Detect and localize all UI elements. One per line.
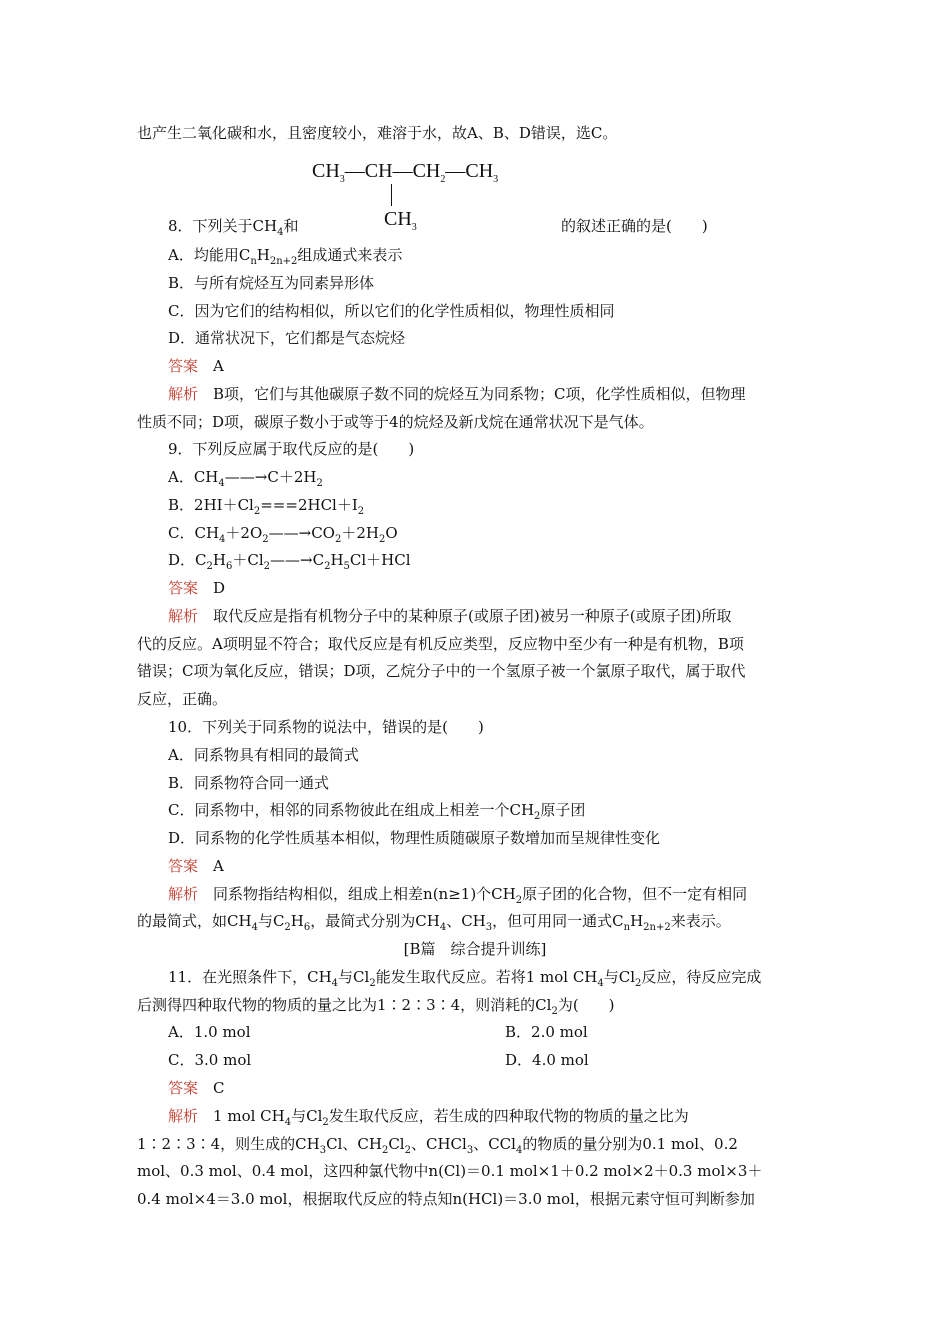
- analysis-text: 取代反应是指有机物分子中的某种原子(或原子团)被另一种原子(或原子团)所取: [213, 607, 732, 625]
- analysis-text: 1 mol $CH_4$与$Cl_2$发生取代反应，若生成的四种取代物的物质的量之比为: [213, 1107, 689, 1128]
- q8-option-b: B．与所有烷烃互为同素异形体: [168, 274, 375, 292]
- q10-answer: [168, 856, 224, 876]
- analysis-text: 同系物指结构相似，组成上相差n(n≥1)个$CH_2$原子团的化合物，但不一定有相同: [213, 885, 748, 906]
- q10-option-b: B．同系物符合同一通式: [168, 774, 330, 792]
- q11-analysis-line3: mol、0.3 mol、0.4 mol，这四种氯代物中n(Cl)＝0.1 mol×1＋0.2 mol×2＋0.3 mol×3＋: [137, 1162, 763, 1180]
- q9-analysis-line4: 反应，正确。: [137, 690, 228, 708]
- answer-label: 答案: [168, 1079, 199, 1097]
- q9-option-b: B．$2HI+Cl_2===2HCl+I_2$: [168, 496, 365, 517]
- q11-option-b: B．2.0 mol: [505, 1023, 588, 1041]
- q8-option-d: D．通常状况下，它们都是气态烷烃: [168, 329, 406, 347]
- q8-stem-right: 的叙述正确的是( ): [561, 217, 708, 235]
- isobutane-structure: [312, 160, 562, 236]
- q11-stem-line1: 11．在光照条件下，$CH_4$与$Cl_2$能发生取代反应。若将1 mol $CH_4$与$Cl_2$反应，待反应完成: [168, 968, 762, 989]
- answer-value: D: [213, 579, 226, 597]
- q8-answer: [168, 356, 224, 376]
- q10-analysis-line1: [168, 884, 747, 904]
- structure-branch: $CH_3$: [384, 208, 417, 233]
- q11-stem-line2: 后测得四种取代物的物质的量之比为1∶2∶3∶4，则消耗的$Cl_2$为( ): [137, 996, 615, 1017]
- analysis-label: 解析: [168, 385, 199, 403]
- analysis-label: 解析: [168, 607, 199, 625]
- q8-stem-left: 8．下列关于$CH_4$和: [168, 217, 299, 238]
- answer-label: 答案: [168, 579, 199, 597]
- structure-main-chain: $CH_3—CH—CH_2—CH_3$: [312, 160, 499, 185]
- section-heading: [B篇 综合提升训练]: [403, 940, 547, 958]
- answer-label: 答案: [168, 357, 199, 375]
- analysis-label: 解析: [168, 885, 199, 903]
- q10-option-c: C．同系物中，相邻的同系物彼此在组成上相差一个$CH_2$原子团: [168, 801, 586, 822]
- q10-stem: 10．下列关于同系物的说法中，错误的是( ): [168, 718, 484, 736]
- q9-analysis-line2: 代的反应。A项明显不符合；取代反应是有机反应类型，反应物中至少有一种是有机物，B项: [137, 635, 744, 653]
- q11-analysis-line1: [168, 1106, 689, 1126]
- q10-option-a: A．同系物具有相同的最简式: [168, 746, 359, 764]
- q9-option-c: C．$CH_4+2O_2——\to CO_2+2H_2O$: [168, 524, 398, 545]
- q11-option-a: A．1.0 mol: [168, 1023, 251, 1041]
- q11-answer: [168, 1078, 225, 1098]
- analysis-text: B项，它们与其他碳原子数不同的烷烃互为同系物；C项，化学性质相似，但物理: [213, 385, 746, 403]
- answer-value: A: [213, 357, 224, 375]
- q11-option-d: D．4.0 mol: [505, 1051, 589, 1069]
- q9-stem: 9．下列反应属于取代反应的是( ): [168, 440, 415, 458]
- answer-value: A: [213, 857, 224, 875]
- structure-bond: [391, 184, 392, 206]
- q10-option-d: D．同系物的化学性质基本相似，物理性质随碳原子数增加而呈规律性变化: [168, 829, 661, 847]
- q10-analysis-line2: 的最简式，如$CH_4$与$C_2H_6$，最简式分别为$CH_4$、$CH_3$，但可用同一通式$C_nH_{2n+2}$来表示。: [137, 912, 731, 933]
- analysis-label: 解析: [168, 1107, 199, 1125]
- q8-analysis-line2: 性质不同；D项，碳原子数小于或等于4的烷烃及新戊烷在通常状况下是气体。: [137, 413, 654, 431]
- q8-option-a: A．均能用$C_nH_{2n+2}$组成通式来表示: [168, 246, 403, 267]
- q8-option-c: C．因为它们的结构相似，所以它们的化学性质相似，物理性质相同: [168, 302, 615, 320]
- q9-option-a: A．$CH_4——\to C+2H_2$: [168, 468, 323, 489]
- q9-option-d: D．$C_2H_6+Cl_2——\to C_2H_5Cl+HCl$: [168, 551, 411, 572]
- q8-analysis-line1: [168, 384, 746, 404]
- q11-option-c: C．3.0 mol: [168, 1051, 252, 1069]
- q9-analysis-line1: [168, 606, 731, 626]
- q9-answer: [168, 578, 225, 598]
- q11-analysis-line2: 1∶2∶3∶4，则生成的$CH_3Cl$、$CH_2Cl_2$、CHCl$_3$、CCl$_4$的物质的量分别为0.1 mol、0.2: [137, 1135, 738, 1156]
- answer-value: C: [213, 1079, 225, 1097]
- intro-line: 也产生二氧化碳和水，且密度较小，难溶于水，故A、B、D错误，选C。: [137, 124, 618, 142]
- q11-analysis-line4: 0.4 mol×4＝3.0 mol，根据取代反应的特点知n(HCl)＝3.0 mol，根据元素守恒可判断参加: [137, 1190, 755, 1208]
- q9-analysis-line3: 错误；C项为氧化反应，错误；D项，乙烷分子中的一个氢原子被一个氯原子取代，属于取代: [137, 662, 746, 680]
- answer-label: 答案: [168, 857, 199, 875]
